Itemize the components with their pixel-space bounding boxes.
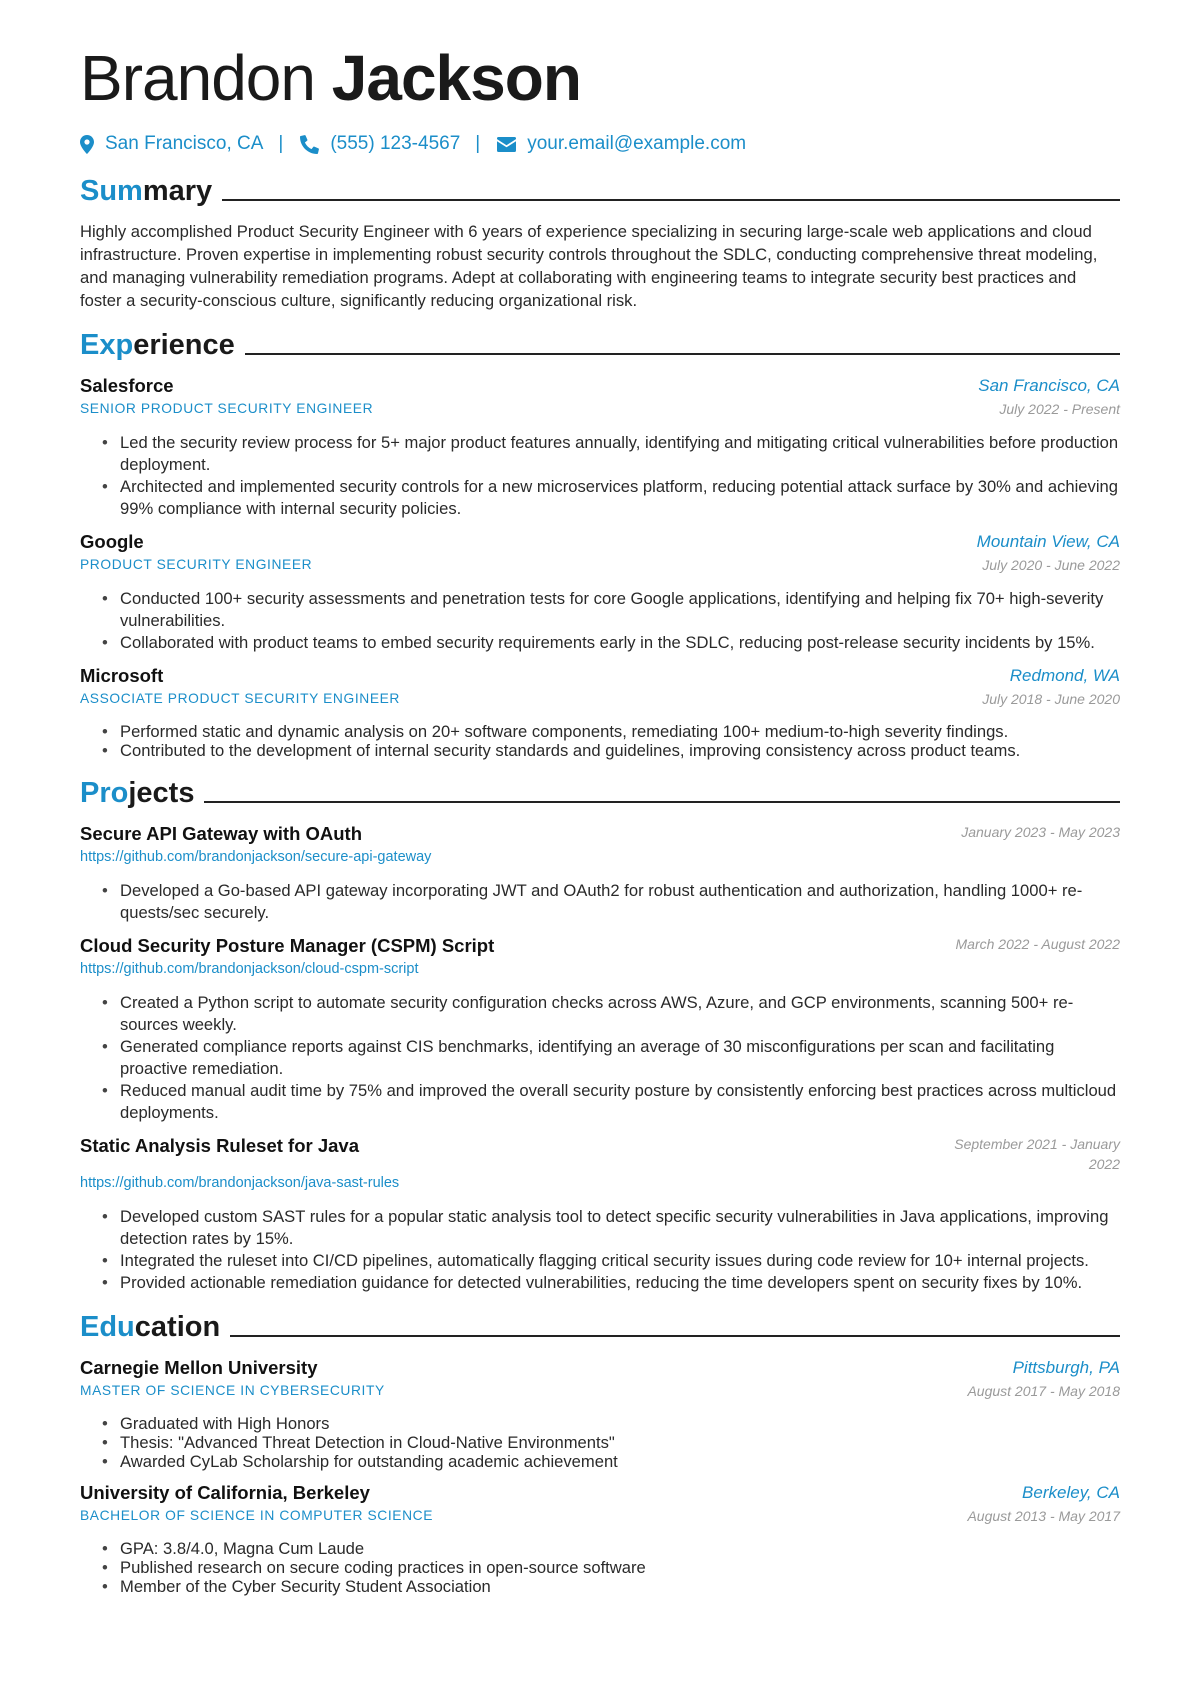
- section-heading-summary: [80, 168, 1120, 208]
- heading-accent: Pro: [80, 777, 129, 809]
- section-rule: [222, 199, 1120, 201]
- project-name: Cloud Security Posture Manager (CSPM) Script: [80, 935, 495, 956]
- list-item: • Collaborated with product teams to embed security requirements early in the SDLC, reducing post-release security incidents by 15%.: [120, 632, 1120, 654]
- list-item: • Awarded CyLab Scholarship for outstanding academic achievement: [120, 1452, 1120, 1471]
- education-dates: August 2017 - May 2018: [967, 1383, 1120, 1399]
- heading-rest: cation: [134, 1311, 221, 1343]
- job-dates: July 2022 - Present: [999, 401, 1120, 417]
- heading-accent: Exp: [80, 329, 134, 361]
- project-entry: [80, 934, 1120, 1124]
- list-item: • Conducted 100+ security assessments and penetration tests for core Google applications, identifying and helping fix 70+ high-severity vulnerabilities.: [120, 588, 1120, 632]
- bullet-list: [80, 588, 1120, 654]
- section-heading-experience: [80, 322, 1120, 362]
- list-item: • Generated compliance reports against CIS benchmarks, identifying an average of 30 misconfigurations per scan and facilitating proactive remediation.: [120, 1036, 1120, 1080]
- experience-entry: [80, 664, 1120, 760]
- summary-section: [80, 168, 1120, 312]
- job-role: ASSOCIATE PRODUCT SECURITY ENGINEER: [80, 691, 400, 706]
- list-item: • Performed static and dynamic analysis on 20+ software components, remediating 100+ medium-to-high severity findings.: [120, 722, 1120, 741]
- section-rule: [204, 801, 1120, 803]
- education-dates: August 2013 - May 2017: [967, 1508, 1120, 1524]
- job-location: Mountain View, CA: [976, 532, 1120, 551]
- bullet-list: [80, 1539, 1120, 1596]
- project-name: Static Analysis Ruleset for Java: [80, 1135, 359, 1156]
- job-dates: July 2020 - June 2022: [982, 557, 1120, 573]
- degree: BACHELOR OF SCIENCE IN COMPUTER SCIENCE: [80, 1508, 434, 1523]
- heading-accent: Edu: [80, 1311, 135, 1343]
- project-link[interactable]: https://github.com/brandonjackson/cloud-cspm-script: [80, 961, 419, 977]
- company-name: Microsoft: [80, 665, 164, 686]
- list-item: • GPA: 3.8/4.0, Magna Cum Laude: [120, 1539, 1120, 1558]
- company-name: Salesforce: [80, 375, 174, 396]
- list-item: • Contributed to the development of internal security standards and guidelines, improving consistency across product teams.: [120, 741, 1120, 760]
- school-location: Pittsburgh, PA: [1012, 1358, 1120, 1377]
- list-item: • Led the security review process for 5+ major product features annually, identifying and mitigating critical vulnerabilities before production deployment.: [120, 432, 1120, 476]
- bullet-list: [80, 992, 1120, 1124]
- location-text: San Francisco, CA: [105, 133, 264, 154]
- list-item: • Provided actionable remediation guidance for detected vulnerabilities, reducing the time developers spent on security fixes by 10%.: [120, 1272, 1120, 1294]
- map-marker-icon: [80, 135, 105, 154]
- last-name: Jackson: [331, 42, 581, 114]
- project-dates: September 2021 - January 2022: [954, 1136, 1120, 1172]
- project-link[interactable]: https://github.com/brandonjackson/secure-api-gateway: [80, 849, 432, 865]
- list-item: • Developed a Go-based API gateway incorporating JWT and OAuth2 for robust authentication and authorization, handling 1000+ requests/sec securely.: [120, 880, 1120, 924]
- project-entry: [80, 1134, 1120, 1294]
- first-name: Brandon: [80, 42, 315, 114]
- experience-entry: [80, 530, 1120, 654]
- contact-bar: [80, 130, 1120, 158]
- job-location: Redmond, WA: [1009, 666, 1120, 685]
- section-heading-projects: [80, 770, 1120, 810]
- contact-separator: |: [475, 133, 481, 154]
- resume-page: [80, 0, 1120, 1596]
- list-item: • Integrated the ruleset into CI/CD pipelines, automatically flagging critical security issues during code review for 10+ internal projects.: [120, 1250, 1120, 1272]
- job-location: San Francisco, CA: [978, 376, 1120, 395]
- heading-accent: Sum: [80, 175, 143, 207]
- summary-text: Highly accomplished Product Security Engineer with 6 years of experience specializing in securing large-scale web applications and cloud infrastructure. Proven expertise in implementing robust security controls throughout the SDLC, conducting comprehensive threat modeling, and managing vulnerability remediation programs. Adept at collaborating with engineering teams to integrate security best practices and foster a security-conscious culture, significantly reducing organizational risk.: [80, 222, 1098, 310]
- list-item: • Architected and implemented security controls for a new microservices platform, reducing potential attack surface by 30% and achieving 99% compliance with internal security policies.: [120, 476, 1120, 520]
- section-rule: [230, 1335, 1120, 1337]
- list-item: • Reduced manual audit time by 75% and improved the overall security posture by consistently enforcing best practices across multicloud deployments.: [120, 1080, 1120, 1124]
- list-item: • Member of the Cyber Security Student Association: [120, 1577, 1120, 1596]
- phone-icon: [300, 135, 330, 154]
- bullet-list: [80, 1206, 1120, 1294]
- bullet-list: [80, 880, 1120, 924]
- contact-separator: |: [278, 133, 284, 154]
- school-name: University of California, Berkeley: [80, 1482, 370, 1503]
- bullet-list: [80, 1414, 1120, 1471]
- list-item: • Graduated with High Honors: [120, 1414, 1120, 1433]
- degree: MASTER OF SCIENCE IN CYBERSECURITY: [80, 1383, 385, 1398]
- experience-section: [80, 322, 1120, 760]
- list-item: • Published research on secure coding practices in open-source software: [120, 1558, 1120, 1577]
- heading-rest: mary: [142, 175, 213, 207]
- school-name: Carnegie Mellon University: [80, 1357, 318, 1378]
- contact-phone[interactable]: [300, 133, 460, 155]
- project-entry: [80, 822, 1120, 924]
- education-entry: [80, 1356, 1120, 1471]
- heading-rest: erience: [133, 329, 235, 361]
- job-dates: July 2018 - June 2020: [982, 691, 1120, 707]
- job-role: SENIOR PRODUCT SECURITY ENGINEER: [80, 401, 374, 416]
- project-link[interactable]: https://github.com/brandonjackson/java-sast-rules: [80, 1175, 400, 1191]
- envelope-icon: [497, 137, 527, 152]
- heading-rest: jects: [128, 777, 195, 809]
- education-section: [80, 1304, 1120, 1596]
- school-location: Berkeley, CA: [1022, 1483, 1120, 1502]
- phone-text: (555) 123-4567: [330, 133, 461, 154]
- job-role: PRODUCT SECURITY ENGINEER: [80, 557, 313, 572]
- bullet-list: [80, 722, 1120, 760]
- project-dates: March 2022 - August 2022: [955, 936, 1120, 952]
- experience-entry: [80, 374, 1120, 520]
- bullet-list: [80, 432, 1120, 520]
- project-name: Secure API Gateway with OAuth: [80, 823, 363, 844]
- contact-email[interactable]: [497, 133, 746, 155]
- candidate-name: [80, 0, 1120, 116]
- projects-section: [80, 770, 1120, 1294]
- list-item: • Thesis: "Advanced Threat Detection in Cloud-Native Environments": [120, 1433, 1120, 1452]
- section-heading-education: [80, 1304, 1120, 1344]
- email-text: your.email@example.com: [527, 133, 747, 154]
- list-item: • Developed custom SAST rules for a popular static analysis tool to detect specific security vulnerabilities in Java applications, improving detection rates by 15%.: [120, 1206, 1120, 1250]
- section-rule: [245, 353, 1120, 355]
- contact-location: [80, 133, 263, 155]
- company-name: Google: [80, 531, 144, 552]
- education-entry: [80, 1481, 1120, 1596]
- project-dates: January 2023 - May 2023: [961, 824, 1120, 840]
- list-item: • Created a Python script to automate security configuration checks across AWS, Azure, and GCP environments, scanning 500+ resources weekly.: [120, 992, 1120, 1036]
